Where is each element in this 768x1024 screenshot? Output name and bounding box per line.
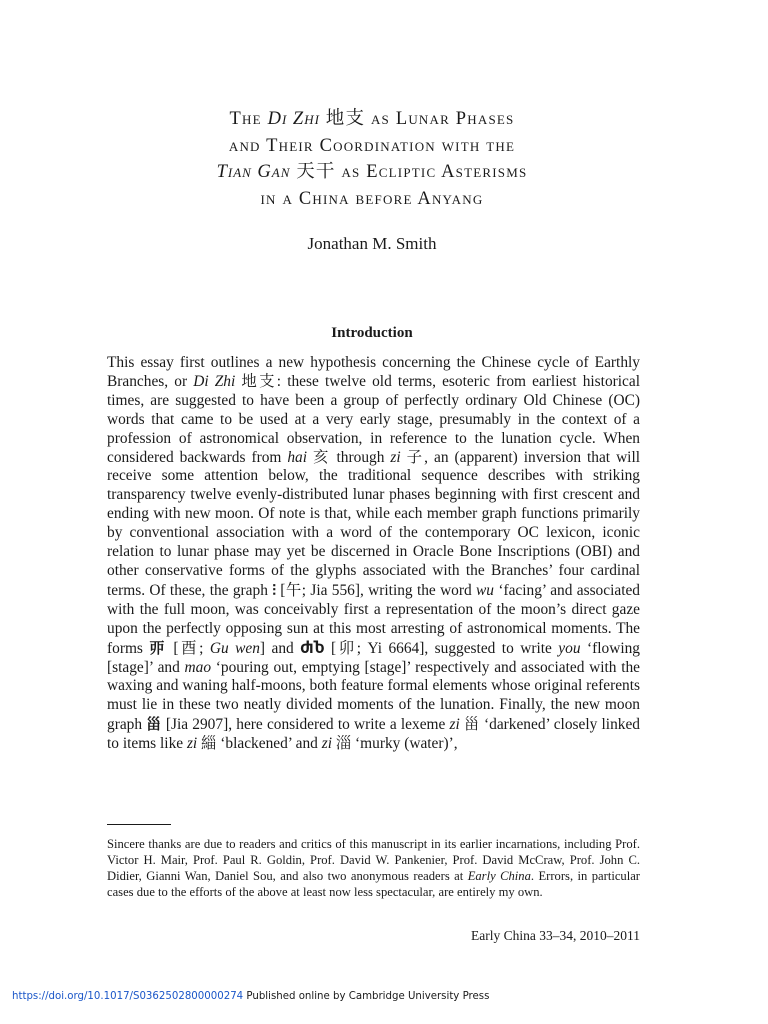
- section-heading: Introduction: [331, 325, 413, 341]
- publisher-note: Published online by Cambridge University Press: [243, 991, 490, 1002]
- oracle-glyph-wu-icon: ⫶: [272, 580, 276, 599]
- oracle-glyph-zi-icon: 甾: [146, 715, 162, 734]
- title-line-2: and Their Coordination with the: [228, 135, 516, 156]
- article-title: [100, 106, 644, 212]
- title-line-4: in a China before Anyang: [260, 188, 484, 209]
- journal-citation: Early China 33–34, 2010–2011: [471, 928, 640, 943]
- title-line-1: The Di Zhi 地支 as Lunar Phases: [229, 109, 515, 129]
- body-paragraph: This essay first outlines a new hypothesis concerning the Chinese cycle of Earthly Branches, or Di Zhi 地支: these twelve old terms, esoteric from earliest historical times, are suggested to have been a group of perfectly ordinary Old Chinese (OC) words that came to be used at a very early stage, presumably in the context of a profession of astronomical observation, in reference to the lunation cycle. When considered backwards from hai 亥 through zi 子, an (apparent) inversion that will receive some attention below, the traditional sequence describes with striking transparency twelve evenly-distributed lunar phases beginning with first crescent and ending with new moon. Of note is that, while each member graph functions primarily by conventional association with a word of the contemporary OC lexicon, iconic relation to lunar phase may yet be discerned in Oracle Bone Inscriptions (OBI) and other conservative forms of the glyphs associated with the Branches’ four cardinal terms. Of these, the graph ⫶ [午; Jia 556], writing the word wu ‘facing’ and associated with the full moon, was conceivably first a representation of the moon’s direct gaze upon the perfectly opposing sun at this most arresting of astronomical moments. The forms 丣 [酉; Gu wen] and ႻႦ [卯; Yi 6664], suggested to write you ‘flowing [stage]’ and mao ‘pouring out, emptying [stage]’ respectively and associated with the waxing and waning half-moons, both feature formal elements whose original referents must lie in these two neatly divided moments of the lunation. Finally, the new moon graph 甾 [Jia 2907], here considered to write a lexeme zi 甾 ‘darkened’ closely linked to items like zi 緇 ‘blackened’ and zi 淄 ‘murky (water)’,: [107, 354, 641, 753]
- doi-footer: [12, 991, 489, 1002]
- footnote-divider: [107, 824, 171, 825]
- oracle-glyph-mao-icon: ႻႦ: [300, 638, 325, 657]
- title-line-3: Tian Gan 天干 as Ecliptic Asterisms: [216, 162, 528, 182]
- footnote: Sincere thanks are due to readers and critics of this manuscript in its earlier incarnations, including Prof. Victor H. Mair, Prof. Paul R. Goldin, Prof. David W. Pankenier, Prof. David McCraw, Prof. John C. Didier, Gianni Wan, Daniel Sou, and also two anonymous readers at Early China. Errors, in particular cases due to the efforts of the above at least now less spectacular, are entirely my own.: [107, 837, 640, 900]
- oracle-glyph-you-icon: 丣: [149, 638, 167, 657]
- doi-link[interactable]: https://doi.org/10.1017/S0362502800000274: [12, 991, 244, 1002]
- author-name: Jonathan M. Smith: [307, 234, 437, 253]
